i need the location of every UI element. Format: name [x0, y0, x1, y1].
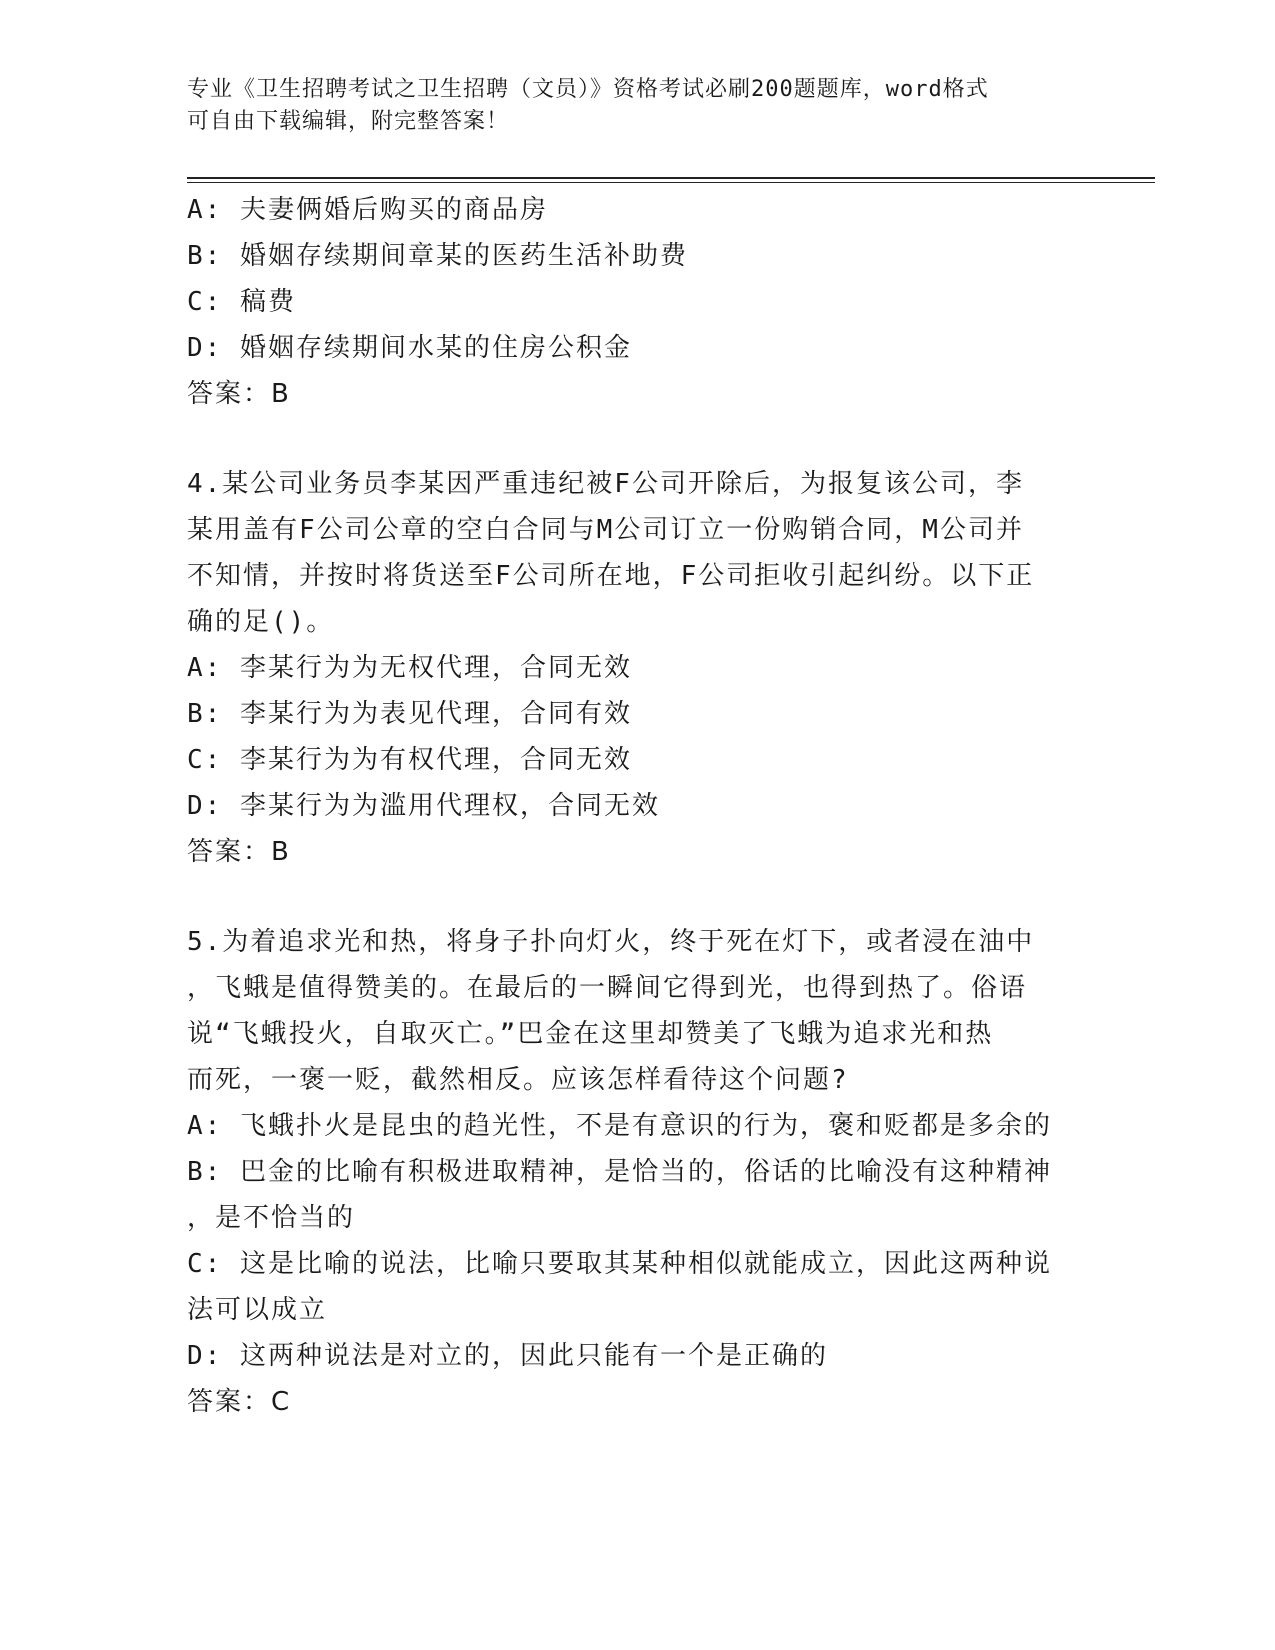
option-c: C: 李某行为为有权代理，合同无效: [187, 745, 632, 775]
option-c-continued: 法可以成立: [187, 1295, 328, 1325]
answer-label: 答案：C: [187, 1387, 292, 1417]
option-a: A: 李某行为为无权代理，合同无效: [187, 653, 632, 683]
answer-label: 答案：B: [187, 379, 291, 409]
header-line-1: 专业《卫生招聘考试之卫生招聘（文员）》资格考试必刷200题题库，word格式: [187, 77, 989, 102]
question-stem-line: 确的足()。: [187, 607, 335, 637]
question-3: [187, 187, 1087, 417]
header-rule-thin: [187, 182, 1155, 183]
question-stem-line: 4.某公司业务员李某因严重违纪被F公司开除后，为报复该公司，李: [187, 469, 1024, 499]
option-b: B: 婚姻存续期间章某的医药生活补助费: [187, 241, 688, 271]
option-d: D: 这两种说法是对立的，因此只能有一个是正确的: [187, 1341, 828, 1371]
option-c: C: 这是比喻的说法，比喻只要取其某种相似就能成立，因此这两种说: [187, 1249, 1052, 1279]
document-header: [187, 74, 1067, 138]
answer-label: 答案：B: [187, 837, 291, 867]
question-stem-line: 不知情，并按时将货送至F公司所在地，F公司拒收引起纠纷。以下正: [187, 561, 1035, 591]
question-5: [187, 919, 1087, 1425]
question-stem-line: ，飞蛾是值得赞美的。在最后的一瞬间它得到光，也得到热了。俗语: [187, 973, 1028, 1003]
option-d: D: 婚姻存续期间水某的住房公积金: [187, 333, 632, 363]
option-b: B: 李某行为为表见代理，合同有效: [187, 699, 632, 729]
question-stem-line: 5.为着追求光和热，将身子扑向灯火，终于死在灯下，或者浸在油中: [187, 927, 1035, 957]
question-4: [187, 461, 1087, 875]
header-rule-thick: [187, 177, 1155, 179]
option-b: B: 巴金的比喻有积极进取精神，是恰当的，俗话的比喻没有这种精神: [187, 1157, 1052, 1187]
question-stem-line: 说“飞蛾投火，自取灭亡。”巴金在这里却赞美了飞蛾为追求光和热: [187, 1019, 994, 1049]
question-stem-line: 某用盖有F公司公章的空白合同与M公司订立一份购销合同，M公司并: [187, 515, 1024, 545]
option-c: C: 稿费: [187, 287, 296, 317]
option-b-continued: ，是不恰当的: [187, 1203, 356, 1233]
question-content: [187, 187, 1087, 1425]
option-d: D: 李某行为为滥用代理权，合同无效: [187, 791, 660, 821]
question-stem-line: 而死，一褒一贬，截然相反。应该怎样看待这个问题?: [187, 1065, 849, 1095]
option-a: A: 夫妻俩婚后购买的商品房: [187, 195, 548, 225]
option-a: A: 飞蛾扑火是昆虫的趋光性，不是有意识的行为，褒和贬都是多余的: [187, 1111, 1052, 1141]
header-line-2: 可自由下载编辑，附完整答案！: [187, 109, 510, 134]
